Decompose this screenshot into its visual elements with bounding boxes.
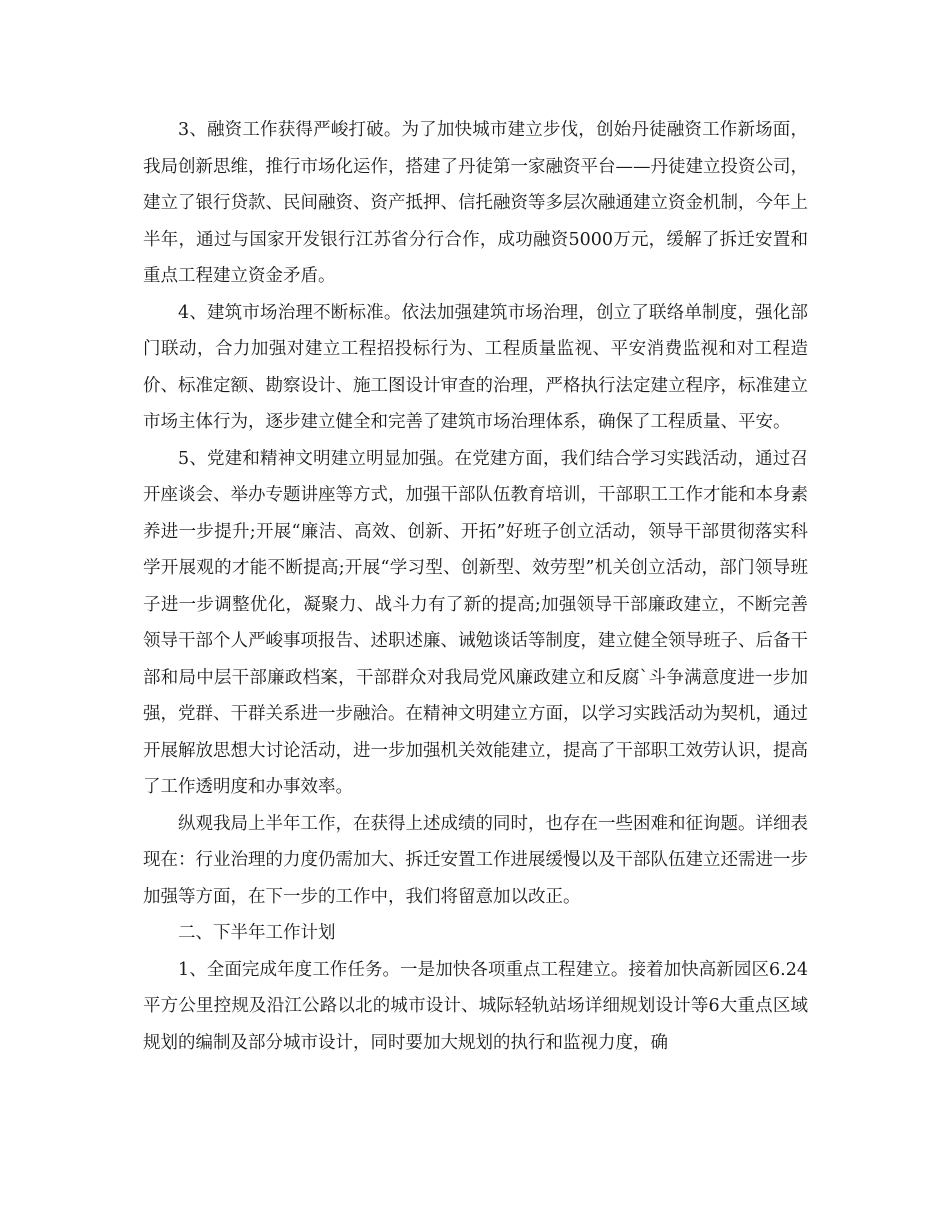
paragraph-overview: 纵观我局上半年工作，在获得上述成绩的同时，也存在一些困难和征询题。详细表现在：行业治理的力度仍需加大、拆迁安置工作进展缓慢以及干部队伍建立还需进一步加强等方面，在下一步的工作中，我们将留意加以改正。 [143, 813, 808, 907]
paragraph-annual-tasks: 1、全面完成年度工作任务。一是加快各项重点工程建立。接着加快高新园区6.24平方公里控规及沿江公路以北的城市设计、城际轻轨站场详细规划设计等6大重点区域规划的编制及部分城市设计，同时要加大规划的执行和监视力度，确 [143, 959, 808, 1053]
paragraph-party-building: 5、党建和精神文明建立明显加强。在党建方面，我们结合学习实践活动，通过召开座谈会、举办专题讲座等方式，加强干部队伍教育培训，干部职工工作才能和本身素养进一步提升;开展“廉洁、高效、创新、开拓”好班子创立活动，领导干部贯彻落实科学开展观的才能不断提高;开展“学习型、创新型、效劳型”机关创立活动，部门领导班子进一步调整优化，凝聚力、战斗力有了新的提高;加强领导干部廉政建立，不断完善领导干部个人严峻事项报告、述职述廉、诫勉谈话等制度，建立健全领导班子、后备干部和局中层干部廉政档案，干部群众对我局党风廉政建立和反腐`斗争满意度进一步加强，党群、干群关系进一步融洽。在精神文明建立方面，以学习实践活动为契机，通过开展解放思想大讨论活动，进一步加强机关效能建立，提高了干部职工效劳认识，提高了工作透明度和办事效率。 [143, 448, 808, 797]
paragraph-financing: 3、融资工作获得严峻打破。为了加快城市建立步伐，创始丹徒融资工作新场面，我局创新思维，推行市场化运作，搭建了丹徒第一家融资平台——丹徒建立投资公司，建立了银行贷款、民间融资、资产抵押、信托融资等多层次融通建立资金机制，今年上半年，通过与国家开发银行江苏省分行合作，成功融资5000万元，缓解了拆迁安置和重点工程建立资金矛盾。 [143, 120, 808, 286]
document-page [143, 112, 808, 1061]
section-heading-second-half-plan: 二、下半年工作计划 [178, 923, 336, 943]
paragraph-construction-market: 4、建筑市场治理不断标准。依法加强建筑市场治理，创立了联络单制度，强化部门联动，合力加强对建立工程招投标行为、工程质量监视、平安消费监视和对工程造价、标准定额、勘察设计、施工图设计审查的治理，严格执行法定建立程序，标准建立市场主体行为，逐步建立健全和完善了建筑市场治理体系，确保了工程质量、平安。 [143, 302, 808, 432]
